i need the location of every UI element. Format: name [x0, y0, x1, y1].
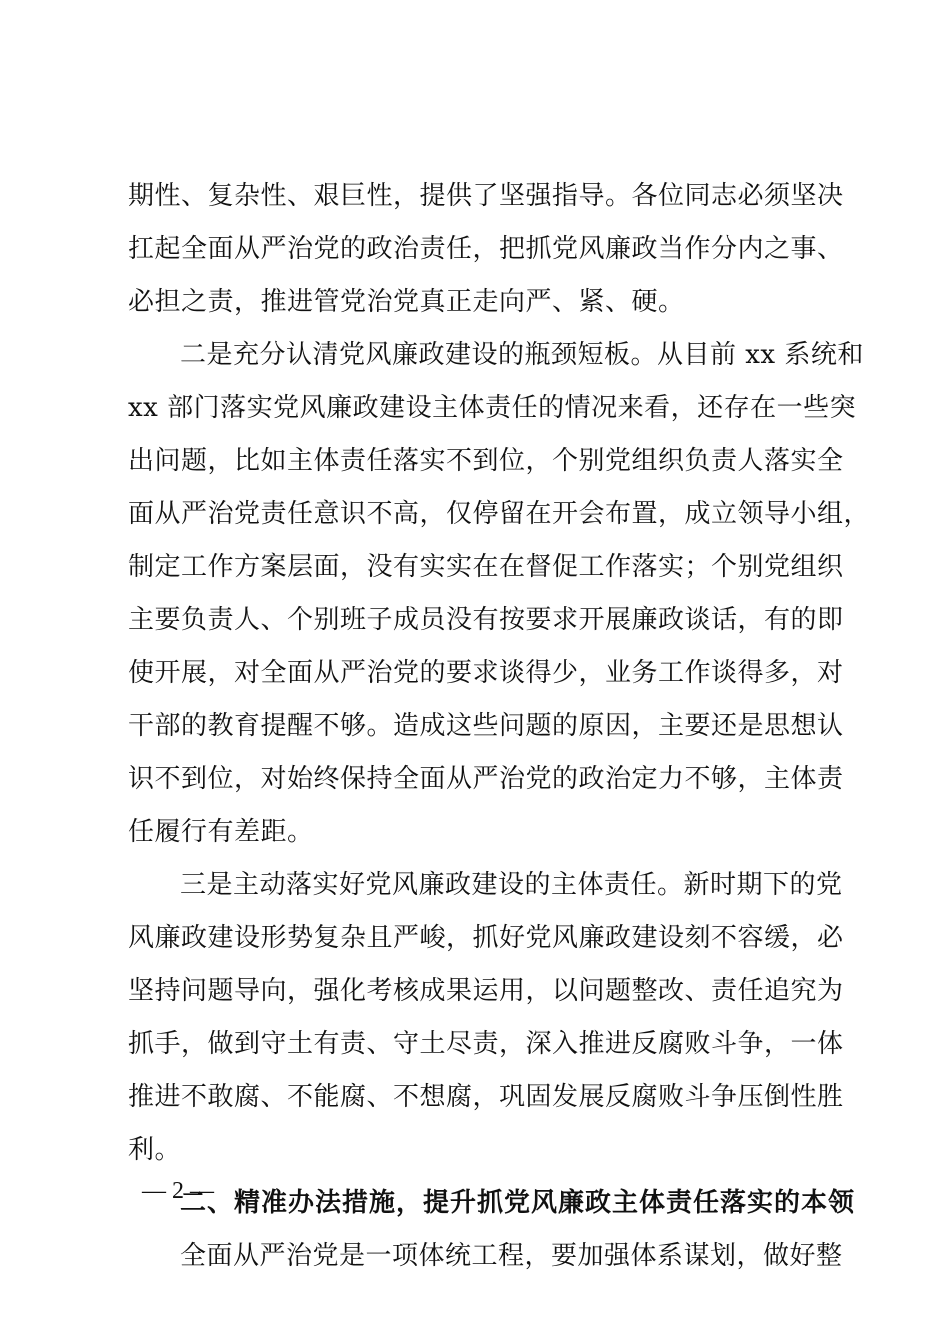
text-line: 必担之责，推进管党治党真正走向严、紧、硬。	[128, 287, 685, 317]
paragraph-start-line: 二是充分认清党风廉政建设的瓶颈短板。从目前 xx 系统和	[180, 340, 864, 370]
text-line: 出问题，比如主体责任落实不到位，个别党组织负责人落实全	[128, 446, 844, 476]
text-line: 干部的教育提醒不够。造成这些问题的原因，主要还是思想认	[128, 711, 844, 741]
text-line: 识不到位，对始终保持全面从严治党的政治定力不够，主体责	[128, 764, 844, 794]
text-line: 面从严治党责任意识不高，仅停留在开会布置，成立领导小组，	[128, 499, 871, 529]
text-line: 期性、复杂性、艰巨性，提供了坚强指导。各位同志必须坚决	[128, 181, 844, 211]
text-line: 抓手，做到守土有责、守土尽责，深入推进反腐败斗争，一体	[128, 1029, 844, 1059]
text-line: 主要负责人、个别班子成员没有按要求开展廉政谈话，有的即	[128, 605, 844, 635]
text-line: 任履行有差距。	[128, 817, 314, 847]
text-line: 利。	[128, 1135, 182, 1165]
text-line: 坚持问题导向，强化考核成果运用，以问题整改、责任追究为	[128, 976, 844, 1006]
page-number: — 2 —	[142, 1178, 214, 1204]
text-line: xx 部门落实党风廉政建设主体责任的情况来看，还存在一些突	[128, 393, 857, 423]
text-line: 风廉政建设形势复杂且严峻，抓好党风廉政建设刻不容缓，必	[128, 923, 844, 953]
section-heading: 二、精准办法措施，提升抓党风廉政主体责任落实的本领	[180, 1188, 856, 1218]
paragraph-start-line: 全面从严治党是一项体统工程，要加强体系谋划，做好整	[180, 1241, 843, 1271]
text-line: 扛起全面从严治党的政治责任，把抓党风廉政当作分内之事、	[128, 234, 844, 264]
body-text	[128, 170, 871, 1283]
paragraph-start-line: 三是主动落实好党风廉政建设的主体责任。新时期下的党	[180, 870, 843, 900]
text-line: 推进不敢腐、不能腐、不想腐，巩固发展反腐败斗争压倒性胜	[128, 1082, 844, 1112]
text-line: 使开展，对全面从严治党的要求谈得少，业务工作谈得多，对	[128, 658, 844, 688]
text-line: 制定工作方案层面，没有实实在在督促工作落实；个别党组织	[128, 552, 844, 582]
